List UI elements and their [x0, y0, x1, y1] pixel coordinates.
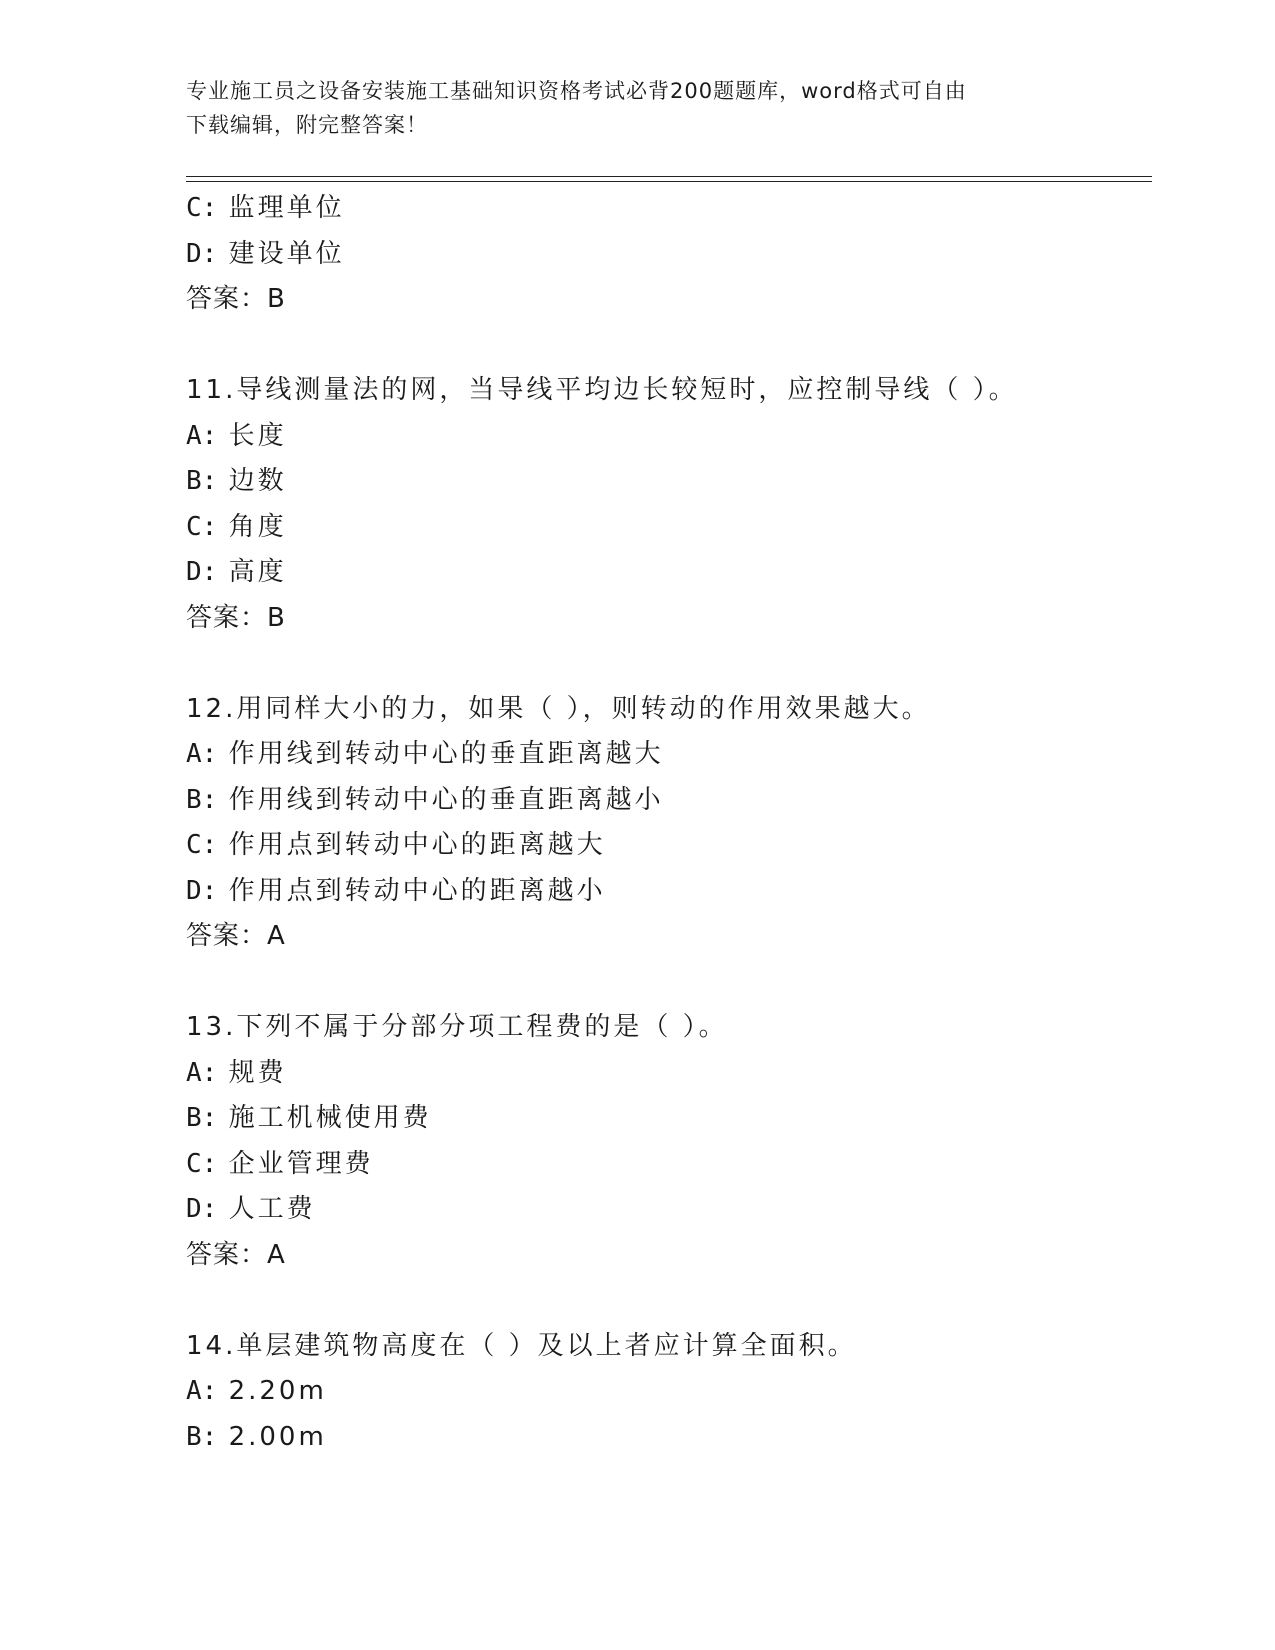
- option-prefix: C:: [186, 830, 218, 860]
- option-prefix: B:: [186, 784, 218, 815]
- option-d: [186, 232, 1152, 278]
- option-text: 建设单位: [228, 238, 345, 269]
- option-text: 高度: [228, 557, 287, 587]
- question-stem: 14.单层建筑物高度在（ ）及以上者应计算全面积。: [186, 1330, 857, 1361]
- option-a: [186, 1369, 1152, 1415]
- header-line-2: 下载编辑，附完整答案！: [186, 113, 428, 137]
- option-text: 人工费: [228, 1194, 316, 1224]
- option-prefix: B:: [186, 1103, 218, 1133]
- option-d: [186, 869, 1152, 915]
- question-list: [186, 186, 1152, 1460]
- option-c: [186, 505, 1152, 551]
- header-divider-top: [186, 176, 1152, 177]
- option-prefix: D:: [186, 557, 218, 587]
- option-a: [186, 732, 1152, 778]
- option-b: [186, 1415, 1152, 1461]
- page-header: [186, 74, 1086, 142]
- option-text: 角度: [228, 511, 287, 542]
- answer-line: 答案：A: [186, 1239, 286, 1270]
- option-prefix: A:: [186, 739, 218, 769]
- option-text: 边数: [228, 466, 287, 496]
- option-prefix: D:: [186, 238, 218, 269]
- option-b: [186, 778, 1152, 824]
- option-c: [186, 186, 1152, 232]
- option-a: [186, 414, 1152, 460]
- option-prefix: A:: [186, 1376, 218, 1406]
- header-line-1: 专业施工员之设备安装施工基础知识资格考试必背200题题库，word格式可自由: [186, 79, 967, 103]
- question-gap: [186, 1278, 1152, 1324]
- option-text: 施工机械使用费: [228, 1103, 432, 1133]
- option-prefix: C:: [186, 193, 218, 223]
- option-prefix: B:: [186, 1421, 218, 1452]
- question-gap: [186, 960, 1152, 1006]
- option-text: 作用线到转动中心的垂直距离越大: [228, 739, 664, 769]
- question-stem: 13.下列不属于分部分项工程费的是（ ）。: [186, 1012, 728, 1042]
- option-prefix: C:: [186, 511, 218, 542]
- option-d: [186, 1187, 1152, 1233]
- answer-line: 答案：B: [186, 602, 286, 633]
- option-text: 作用点到转动中心的距离越大: [228, 830, 606, 860]
- question-stem: 12.用同样大小的力，如果（ ），则转动的作用效果越大。: [186, 693, 931, 724]
- option-b: [186, 1096, 1152, 1142]
- option-text: 企业管理费: [228, 1148, 374, 1179]
- option-text: 监理单位: [228, 193, 345, 223]
- option-b: [186, 459, 1152, 505]
- option-text: 作用点到转动中心的距离越小: [228, 875, 606, 906]
- option-prefix: D:: [186, 875, 218, 906]
- option-text: 作用线到转动中心的垂直距离越小: [228, 784, 664, 815]
- option-text: 2.20m: [228, 1376, 327, 1406]
- question-stem: 11.导线测量法的网，当导线平均边长较短时，应控制导线（ ）。: [186, 375, 1018, 405]
- option-c: [186, 1142, 1152, 1188]
- question-gap: [186, 641, 1152, 687]
- option-prefix: C:: [186, 1148, 218, 1179]
- option-prefix: B:: [186, 466, 218, 496]
- option-c: [186, 823, 1152, 869]
- header-divider-bottom: [186, 181, 1152, 182]
- option-text: 规费: [228, 1057, 287, 1088]
- question-gap: [186, 323, 1152, 369]
- option-a: [186, 1051, 1152, 1097]
- option-d: [186, 550, 1152, 596]
- option-text: 长度: [228, 420, 287, 451]
- option-prefix: A:: [186, 1057, 218, 1088]
- option-text: 2.00m: [228, 1421, 327, 1452]
- answer-line: 答案：A: [186, 921, 286, 951]
- answer-line: 答案：B: [186, 284, 286, 314]
- option-prefix: D:: [186, 1194, 218, 1224]
- option-prefix: A:: [186, 420, 218, 451]
